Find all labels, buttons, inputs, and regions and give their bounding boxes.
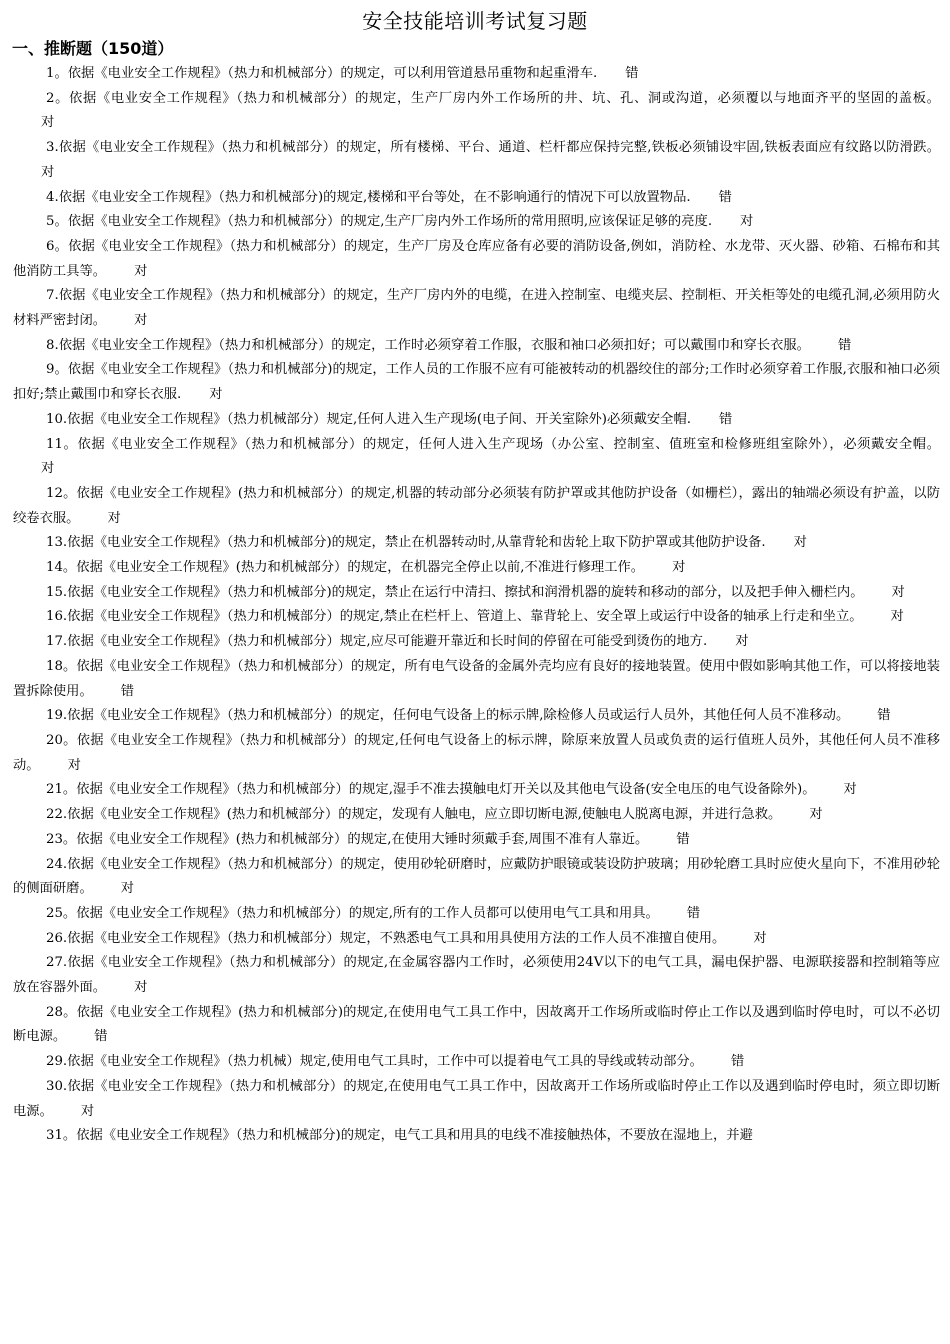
question-text: 依据《电业安全工作规程》（热力和机械部分)的规定,楼梯和平台等处，在不影响通行的情况下可以放置物品. [58, 189, 691, 205]
question-text: 依据《电业安全工作规程》（热力机械部分）规定,任何人进入生产现场(电子间、开关室除外)必须戴安全帽. [67, 411, 691, 427]
question-item [13, 927, 940, 952]
question-answer: 错 [676, 831, 690, 847]
question-text: 依据《电业安全工作规程》（热力和机械部分）的规定，使用砂轮研磨时，应戴防护眼镜或装设防护玻璃；用砂轮磨工具时应使火星向下，不准用砂轮的侧面研磨。 [13, 856, 940, 897]
question-number: 5。 [46, 214, 68, 230]
question-answer: 对 [80, 1103, 95, 1119]
question-item [13, 358, 940, 407]
question-answer: 错 [625, 66, 639, 81]
question-number: 19. [46, 708, 68, 724]
question-item [13, 902, 940, 927]
question-answer: 对 [134, 263, 148, 279]
question-number: 11。 [46, 436, 78, 452]
question-number: 10. [46, 411, 68, 427]
question-item [13, 136, 940, 185]
question-item [13, 482, 940, 531]
question-text: 依据《电业安全工作规程》（热力和机械部分）的规定,在使用电气工具工作中，因故离开工作场所或临时停止工作以及遇到临时停电时，须立即切断电源。 [13, 1078, 940, 1119]
question-text: 依据《电业安全工作规程》(热力和机械部分）的规定,机器的转动部分必须装有防护罩或其他防护设备（如栅栏），露出的轴端必须设有护盖，以防绞卷衣服。 [13, 485, 940, 526]
question-item [13, 704, 940, 729]
question-item [13, 605, 940, 630]
question-list [13, 62, 940, 1149]
question-number: 28。 [46, 1004, 77, 1020]
question-number: 12。 [46, 485, 77, 501]
question-answer: 错 [686, 905, 701, 921]
question-item [13, 210, 940, 235]
question-item [13, 803, 940, 828]
question-text: 依据《电业安全工作规程》（热力和机械部分）的规定,禁止在栏杆上、管道上、靠背轮上、安全罩上或运行中设备的轴承上行走和坐立。 [67, 609, 863, 625]
question-text: 依据《电业安全工作规程》（热力和机械部分）的规定，生产厂房及仓库应备有必要的消防设备,例如，消防栓、水龙带、灭火器、砂箱、石棉布和其他消防工具等。 [13, 238, 940, 279]
question-answer: 对 [41, 164, 55, 180]
question-answer: 对 [809, 807, 823, 823]
question-item [13, 556, 940, 581]
question-answer: 对 [843, 782, 857, 798]
question-text: 依据《电业安全工作规程》（热力和机械部分）的规定，生产厂房内外工作场所的井、坑、孔、洞或沟道，必须覆以与地面齐平的坚固的盖板。 [69, 90, 940, 106]
question-item [13, 828, 940, 853]
question-answer: 错 [719, 411, 733, 427]
question-number: 14。 [46, 560, 77, 576]
question-text: 依据《电业安全工作规程》（热力和机械部分）规定,应尽可能避开靠近和长时间的停留在可能受到烫伤的地方. [67, 634, 708, 650]
question-text: 依据《电业安全工作规程》（热力和机械部分）的规定，所有电气设备的金属外壳均应有良好的接地装置。使用中假如影响其他工作，可以将接地装置拆除使用。 [13, 658, 940, 699]
question-item [13, 581, 940, 606]
question-text: 依据《电业安全工作规程》(热力和机械部分)的规定,在使用电气工具工作中，因故离开工作场所或临时停止工作以及遇到临时停电时，可以不必切断电源。 [13, 1004, 940, 1045]
question-number: 30. [46, 1078, 68, 1094]
question-item [13, 951, 940, 1000]
question-item [13, 334, 940, 359]
question-item [13, 433, 940, 482]
question-answer: 错 [94, 1029, 108, 1045]
question-number: 25。 [46, 905, 77, 921]
question-number: 6。 [46, 238, 69, 254]
question-item [13, 408, 940, 433]
question-answer: 对 [891, 584, 905, 600]
section-heading: 一、推断题（150道） [12, 39, 174, 58]
question-number: 22. [46, 807, 68, 823]
document-title: 安全技能培训考试复习题 [362, 9, 588, 33]
question-answer: 对 [753, 930, 767, 946]
question-number: 4. [46, 189, 59, 205]
question-text: 依据《电业安全工作规程》（热力和机械部分）的规定，生产厂房内外的电缆，在进入控制室、电缆夹层、控制柜、开关柜等处的电缆孔洞,必须用防火材料严密封闭。 [13, 288, 940, 329]
question-text: 依据《电业安全工作规程》（热力机械）规定,使用电气工具时，工作中可以提着电气工具的导线或转动部分。 [67, 1054, 703, 1070]
question-number: 16. [46, 609, 68, 625]
question-text: 依据《电业安全工作规程》（热力和机械部分）的规定，任何电气设备上的标示牌,除检修人员或运行人员外，其他任何人员不准移动。 [67, 708, 850, 724]
question-answer: 错 [730, 1054, 745, 1070]
question-text: 依据《电业安全工作规程》（热力和机械部分）的规定,任何电气设备上的标示牌，除原来放置人员或负责的运行值班人员外，其他任何人员不准移动。 [13, 732, 941, 773]
question-answer: 对 [41, 461, 55, 477]
question-text: 依据《电业安全工作规程》（热力和机械部分)的规定，工作人员的工作服不应有可能被转动的机器绞住的部分;工作时必须穿着工作服,衣服和袖口必须扣好;禁止戴围巾和穿长衣服. [13, 362, 940, 403]
question-number: 23。 [46, 831, 77, 847]
question-text: 依据《电业安全工作规程》（热力和机械部分）的规定,所有的工作人员都可以使用电气工具和用具。 [76, 905, 659, 921]
question-number: 9。 [46, 362, 68, 378]
question-answer: 错 [718, 189, 732, 205]
question-item [13, 284, 940, 333]
question-answer: 对 [41, 115, 55, 131]
question-text: 依据《电业安全工作规程》（热力和机械部分）的规定，工作时必须穿着工作服，衣服和袖口必须扣好；可以戴围巾和穿长衣服。 [58, 337, 810, 353]
question-answer: 对 [134, 313, 148, 329]
question-item [13, 235, 940, 284]
question-text: 依据《电业安全工作规程》（热力和机械部分)的规定，禁止在运行中清扫、擦拭和润滑机器的旋转和移动的部分，以及把手伸入栅栏内。 [67, 584, 864, 600]
question-number: 21。 [46, 782, 77, 798]
question-item [13, 778, 940, 803]
question-text: 依据《电业安全工作规程》（热力和机械部分）的规定，所有楼梯、平台、通道、栏杆都应保持完整,铁板必须铺设牢固,铁板表面应有纹路以防滑跌。 [58, 140, 940, 156]
question-answer: 对 [209, 387, 223, 403]
question-answer: 对 [67, 757, 81, 773]
question-item [13, 531, 940, 556]
question-text: 依据《电业安全工作规程》（热力和机械部分）的规定,湿手不准去摸触电灯开关以及其他电气设备(安全电压的电气设备除外)。 [76, 782, 816, 798]
question-number: 13. [46, 535, 68, 551]
question-answer: 对 [793, 535, 807, 551]
question-text: 依据《电业安全工作规程》(热力和机械部分）的规定，在机器完全停止以前,不准进行修理工作。 [76, 560, 645, 576]
question-number: 18。 [46, 658, 77, 674]
question-answer: 对 [740, 214, 754, 230]
question-item [13, 729, 940, 778]
question-number: 29. [46, 1054, 68, 1070]
question-item [13, 1075, 940, 1124]
question-number: 3. [46, 140, 59, 156]
question-item [13, 1124, 940, 1149]
question-answer: 错 [120, 683, 135, 699]
question-answer: 对 [735, 634, 749, 650]
question-item [13, 62, 940, 87]
question-item [13, 87, 940, 136]
question-number: 1。 [46, 66, 68, 81]
question-answer: 对 [134, 980, 148, 996]
question-answer: 错 [877, 708, 891, 724]
question-text: 依据《电业安全工作规程》（热力和机械部分）的规定,生产厂房内外工作场所的常用照明,应该保证足够的亮度. [67, 214, 713, 230]
question-item [13, 186, 940, 211]
question-text: 依据《电业安全工作规程》（热力和机械部分)的规定，电气工具和用具的电线不准接触热体，不要放在湿地上，并避 [76, 1128, 753, 1144]
question-item [13, 1001, 940, 1050]
question-number: 26. [46, 930, 68, 946]
question-answer: 对 [107, 510, 121, 526]
question-text: 依据《电业安全工作规程》(热力和机械部分）的规定,在使用大锤时须戴手套,周围不准有人靠近。 [76, 831, 649, 847]
question-text: 依据《电业安全工作规程》（热力和机械部分）的规定,在金属容器内工作时，必须使用24V以下的电气工具，漏电保护器、电源联接器和控制箱等应放在容器外面。 [13, 955, 940, 996]
question-answer: 对 [120, 881, 135, 897]
question-text: 依据《电业安全工作规程》（热力和机械部分）的规定，任何人进入生产现场（办公室、控制室、值班室和检修班组室除外），必须戴安全帽。 [77, 436, 940, 452]
question-text: 依据《电业安全工作规程》（热力和机械部分)的规定，禁止在机器转动时,从靠背轮和齿轮上取下防护罩或其他防护设备. [67, 535, 766, 551]
question-text: 依据《电业安全工作规程》（热力和机械部分）的规定，可以利用管道悬吊重物和起重滑车. [67, 66, 598, 81]
question-number: 17. [46, 634, 68, 650]
question-item [13, 630, 940, 655]
question-number: 20。 [46, 732, 77, 748]
question-number: 8. [46, 337, 59, 353]
question-answer: 对 [672, 560, 686, 576]
question-item [13, 853, 940, 902]
question-item [13, 1050, 940, 1075]
question-text: 依据《电业安全工作规程》(热力和机械部分）的规定，发现有人触电，应立即切断电源,使触电人脱离电源，并进行急救。 [67, 807, 782, 823]
question-number: 31。 [46, 1128, 77, 1144]
question-text: 依据《电业安全工作规程》（热力和机械部分）规定，不熟悉电气工具和用具使用方法的工作人员不准擅自使用。 [67, 930, 726, 946]
question-item [13, 655, 940, 704]
question-number: 15. [46, 584, 68, 600]
question-number: 2。 [46, 90, 70, 106]
question-number: 24. [46, 856, 68, 872]
question-answer: 对 [890, 609, 904, 625]
question-number: 27. [46, 955, 68, 971]
question-answer: 错 [837, 337, 852, 353]
question-number: 7. [46, 288, 59, 304]
